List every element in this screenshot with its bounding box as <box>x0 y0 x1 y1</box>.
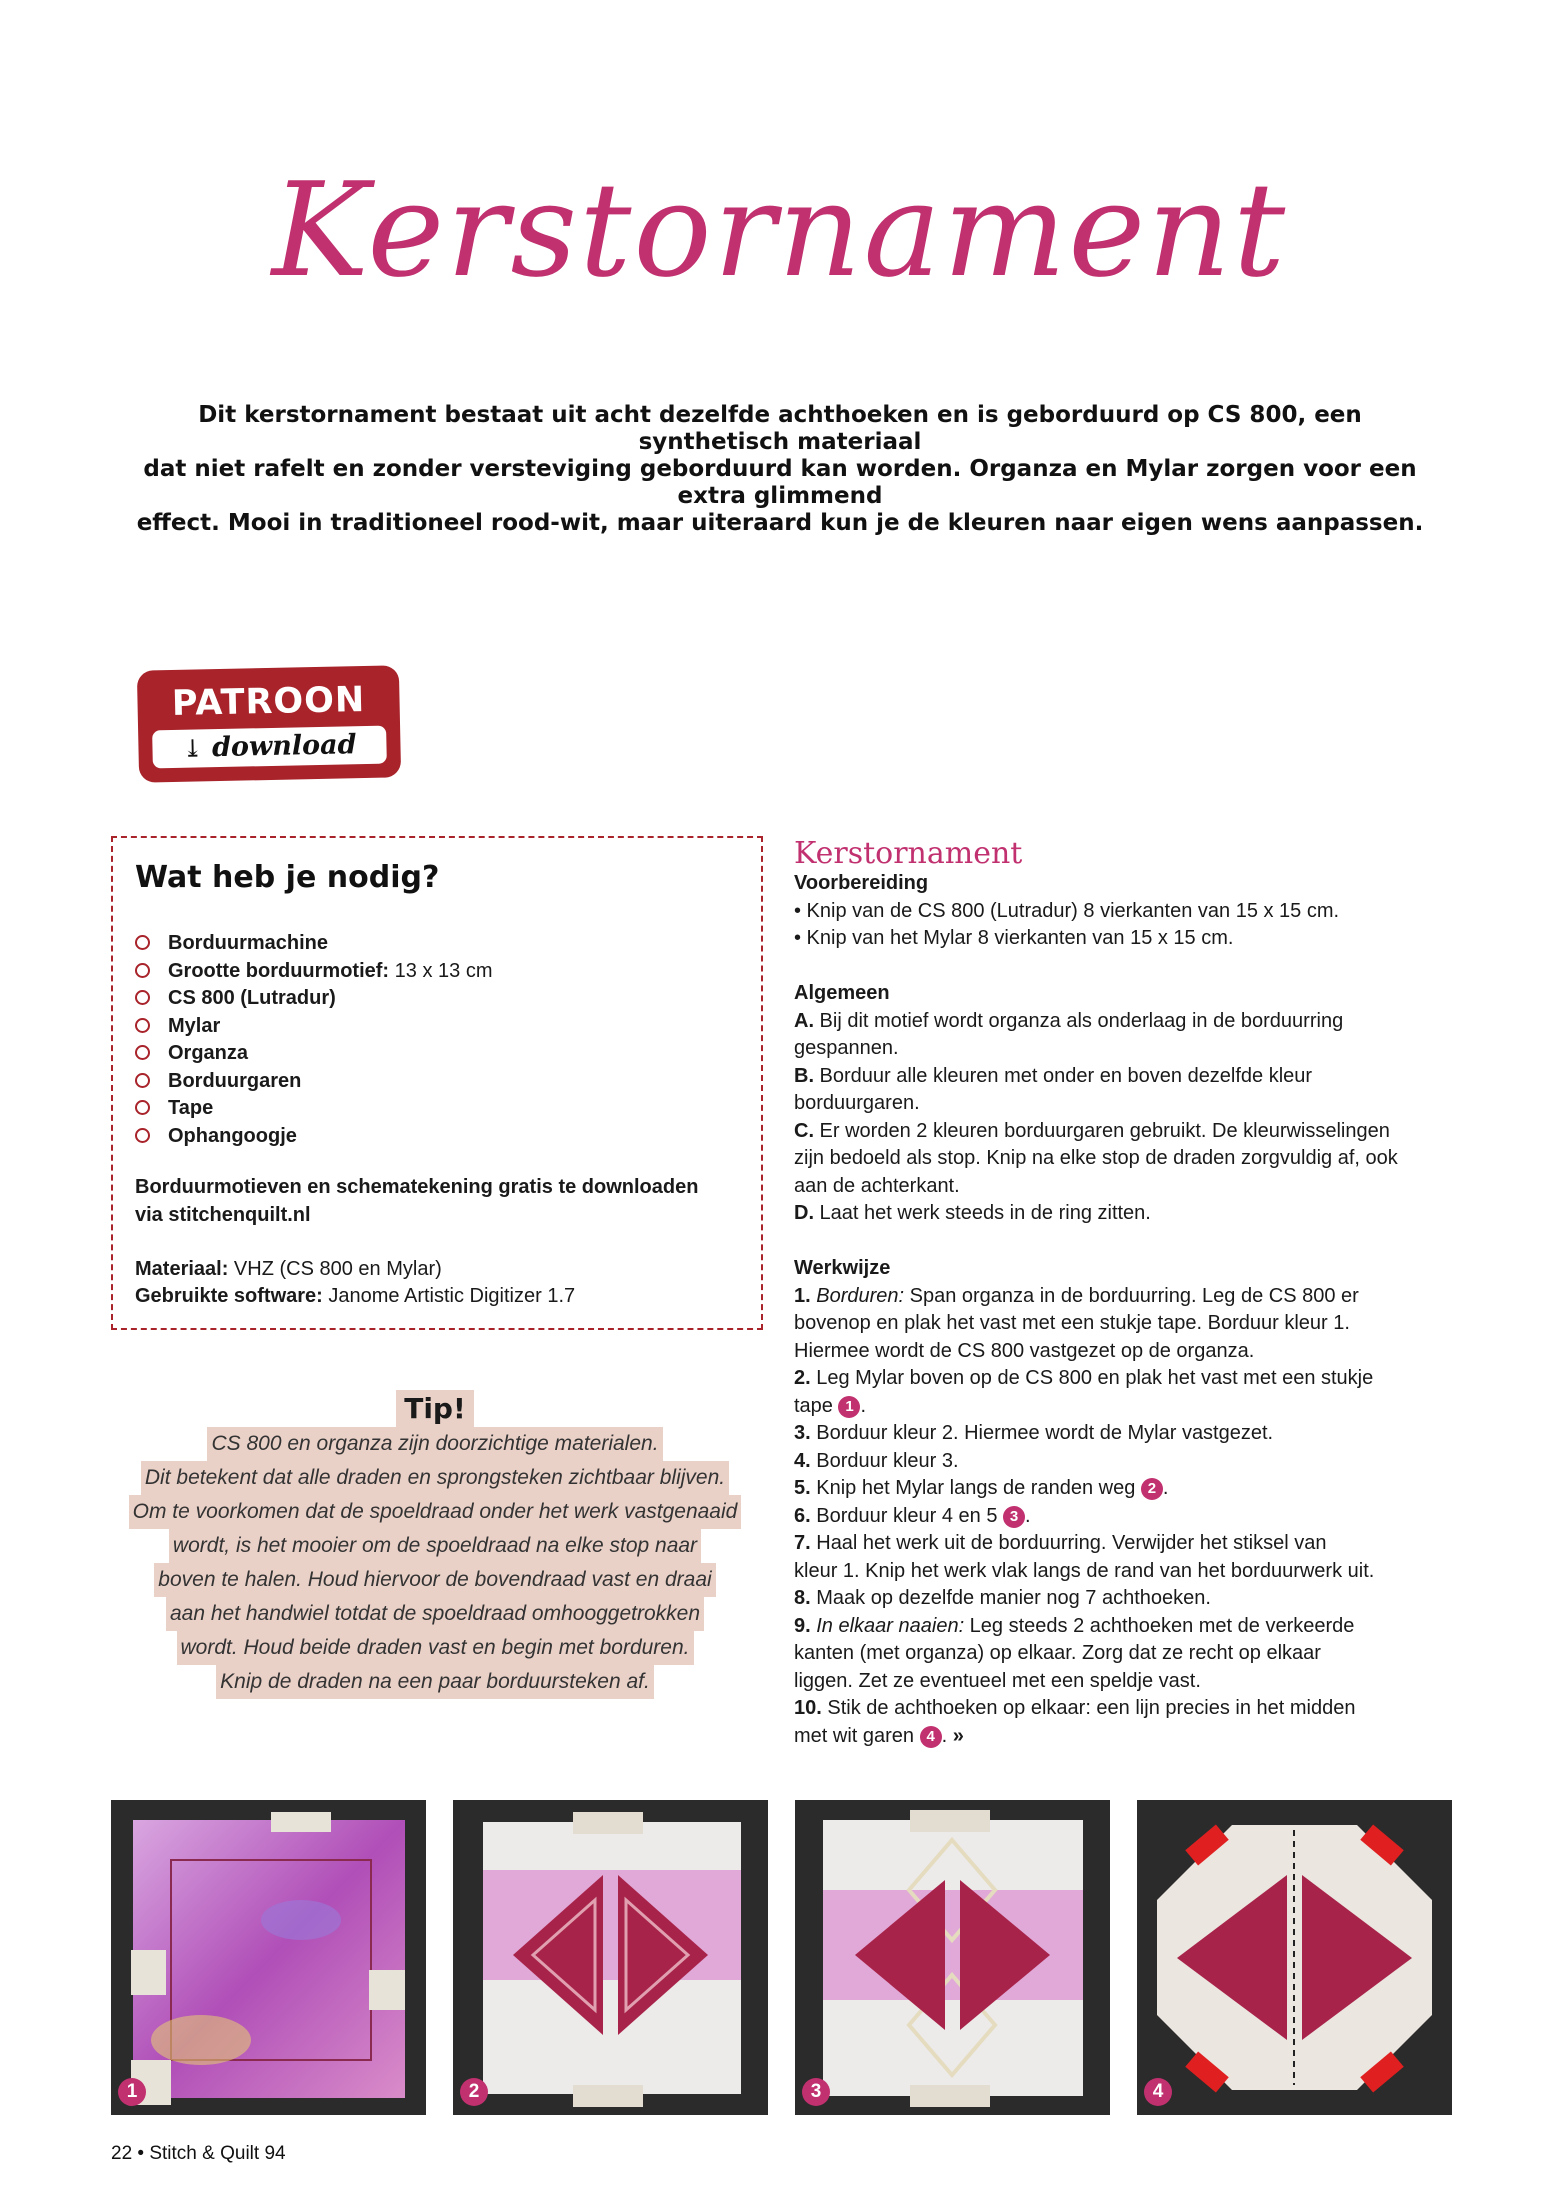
step-cont: bovenop en plak het vast met een stukje tape. Borduur kleur 1. <box>794 1312 1350 1334</box>
intro-line: effect. Mooi in traditioneel rood-wit, maar uiteraard kun je de kleuren naar eigen wens aanpassen. <box>136 510 1424 536</box>
bullet-circle-icon <box>135 1018 150 1033</box>
tip-heading: Tip! <box>396 1390 474 1427</box>
step: 4. Borduur kleur 3. <box>794 1449 959 1472</box>
bullet-circle-icon <box>135 935 150 950</box>
list-item: Grootte borduurmotief: 13 x 13 cm <box>135 958 492 986</box>
download-icon: ⤓ <box>182 734 203 763</box>
instructions-column <box>794 836 1474 1750</box>
page-footer: 22 • Stitch & Quilt 94 <box>111 2143 286 2164</box>
photo-ref-badge: 3 <box>1003 1506 1025 1528</box>
list-item: Borduurgaren <box>135 1068 492 1096</box>
intro-text <box>120 402 1440 537</box>
step: 1. Borduren: Span organza in de borduurring. Leg de CS 800 er <box>794 1284 1359 1307</box>
list-item: Ophangoogje <box>135 1123 492 1151</box>
list-item: Borduurmachine <box>135 930 492 958</box>
page-title: Kerstornament <box>271 154 1288 306</box>
tip-line: CS 800 en organza zijn doorzichtige materialen. <box>207 1427 662 1461</box>
tip-line: boven te halen. Houd hiervoor de bovendraad vast en draai <box>154 1563 715 1597</box>
bullet-circle-icon <box>135 1073 150 1088</box>
general-item-cont: aan de achterkant. <box>794 1174 960 1197</box>
download-link[interactable]: via stitchenquilt.nl <box>135 1203 311 1226</box>
photo-number-badge: 4 <box>1144 2078 1172 2106</box>
list-item: Tape <box>135 1095 492 1123</box>
tip-line: wordt. Houd beide draden vast en begin met borduren. <box>177 1631 694 1665</box>
badge-title: PATROON <box>171 679 366 725</box>
general-item: B. Borduur alle kleuren met onder en boven dezelfde kleur <box>794 1064 1313 1087</box>
photo-octagons-clipped <box>1137 1800 1452 2115</box>
photo-organza-on-fabric <box>111 1800 426 2115</box>
bullet-circle-icon <box>135 990 150 1005</box>
bullet-circle-icon <box>135 963 150 978</box>
general-heading: Algemeen <box>794 982 890 1004</box>
photo-embroidered-mylar <box>453 1800 768 2115</box>
prep-heading: Voorbereiding <box>794 872 929 894</box>
tip-line: Knip de draden na een paar borduursteken af. <box>216 1665 654 1699</box>
badge-download-strip <box>152 726 387 769</box>
step-photo-4 <box>1137 1800 1452 2115</box>
step-photo-1 <box>111 1800 426 2115</box>
photo-ref-badge: 2 <box>1141 1478 1163 1500</box>
instructions-heading: Kerstornament <box>794 836 1023 871</box>
step-cont: liggen. Zet ze eventueel met een speldje vast. <box>794 1669 1201 1692</box>
general-item-cont: zijn bedoeld als stop. Knip na elke stop de draden zorgvuldig af, ook <box>794 1147 1398 1169</box>
tip-box <box>100 1390 770 1699</box>
step-cont: kanten (met organza) op elkaar. Zorg dat ze recht op elkaar <box>794 1642 1321 1664</box>
step: 10. Stik de achthoeken op elkaar: een lijn precies in het midden <box>794 1697 1356 1719</box>
continue-arrow-icon: » <box>952 1724 964 1747</box>
bullet-circle-icon <box>135 1100 150 1115</box>
photo-ref-badge: 4 <box>920 1726 942 1748</box>
general-item-cont: gespannen. <box>794 1037 899 1059</box>
general-item: D. Laat het werk steeds in de ring zitten. <box>794 1202 1151 1224</box>
materials-list <box>135 930 492 1150</box>
tip-line: Dit betekent dat alle draden en sprongsteken zichtbaar blijven. <box>141 1461 729 1495</box>
step: 6. Borduur kleur 4 en 5 3 . <box>794 1504 1031 1527</box>
step: 7. Haal het werk uit de borduurring. Verwijder het stiksel van <box>794 1532 1327 1554</box>
list-item: Mylar <box>135 1013 492 1041</box>
badge-subtitle: download <box>211 729 357 764</box>
step-cont: kleur 1. Knip het werk vlak langs de rand van het borduurwerk uit. <box>794 1559 1375 1582</box>
general-item-cont: borduurgaren. <box>794 1092 920 1114</box>
photo-number-badge: 2 <box>460 2078 488 2106</box>
step: 9. In elkaar naaien: Leg steeds 2 achthoeken met de verkeerde <box>794 1614 1355 1637</box>
photo-ref-badge: 1 <box>838 1396 860 1418</box>
general-item: A. Bij dit motief wordt organza als onderlaag in de borduurring <box>794 1009 1344 1032</box>
tip-line: Om te voorkomen dat de spoeldraad onder het werk vastgenaaid <box>129 1495 742 1529</box>
pattern-download-badge[interactable] <box>137 665 401 782</box>
photo-embroidered-colors <box>795 1800 1110 2115</box>
step-photo-2 <box>453 1800 768 2115</box>
download-note: Borduurmotieven en schematekening gratis te downloaden via stitchenquilt.nl <box>135 1174 698 1229</box>
software-line: Gebruikte software: Janome Artistic Digitizer 1.7 <box>135 1285 576 1307</box>
materials-box <box>111 836 763 1330</box>
step-cont: met wit garen 4 . » <box>794 1724 964 1747</box>
step: 2. Leg Mylar boven op de CS 800 en plak het vast met een stukje <box>794 1367 1374 1389</box>
photo-number-badge: 1 <box>118 2078 146 2106</box>
materials-heading: Wat heb je nodig? <box>135 860 440 895</box>
list-item: Organza <box>135 1040 492 1068</box>
step: 3. Borduur kleur 2. Hiermee wordt de Mylar vastgezet. <box>794 1422 1274 1444</box>
bullet-circle-icon <box>135 1128 150 1143</box>
prep-line: • Knip van de CS 800 (Lutradur) 8 vierkanten van 15 x 15 cm. <box>794 899 1340 922</box>
photo-number-badge: 3 <box>802 2078 830 2106</box>
step-cont: Hiermee wordt de CS 800 vastgezet op de organza. <box>794 1339 1255 1362</box>
tip-line: aan het handwiel totdat de spoeldraad omhooggetrokken <box>166 1597 704 1631</box>
intro-line: dat niet rafelt en zonder versteviging geborduurd kan worden. Organza en Mylar zorgen voor een extra glimmend <box>143 456 1417 509</box>
material-line: Materiaal: VHZ (CS 800 en Mylar) <box>135 1258 442 1280</box>
method-heading: Werkwijze <box>794 1257 891 1279</box>
prep-line: • Knip van het Mylar 8 vierkanten van 15 x 15 cm. <box>794 927 1234 949</box>
intro-line: Dit kerstornament bestaat uit acht dezelfde achthoeken en is geborduurd op CS 800, een synthetisch materiaal <box>198 402 1362 455</box>
step: 5. Knip het Mylar langs de randen weg 2 . <box>794 1477 1169 1499</box>
general-item: C. Er worden 2 kleuren borduurgaren gebruikt. De kleurwisselingen <box>794 1119 1390 1142</box>
step-cont: tape 1 . <box>794 1394 867 1417</box>
bullet-circle-icon <box>135 1045 150 1060</box>
step: 8. Maak op dezelfde manier nog 7 achthoeken. <box>794 1587 1211 1609</box>
list-item: CS 800 (Lutradur) <box>135 985 492 1013</box>
tip-line: wordt, is het mooier om de spoeldraad na elke stop naar <box>169 1529 701 1563</box>
step-photo-3 <box>795 1800 1110 2115</box>
